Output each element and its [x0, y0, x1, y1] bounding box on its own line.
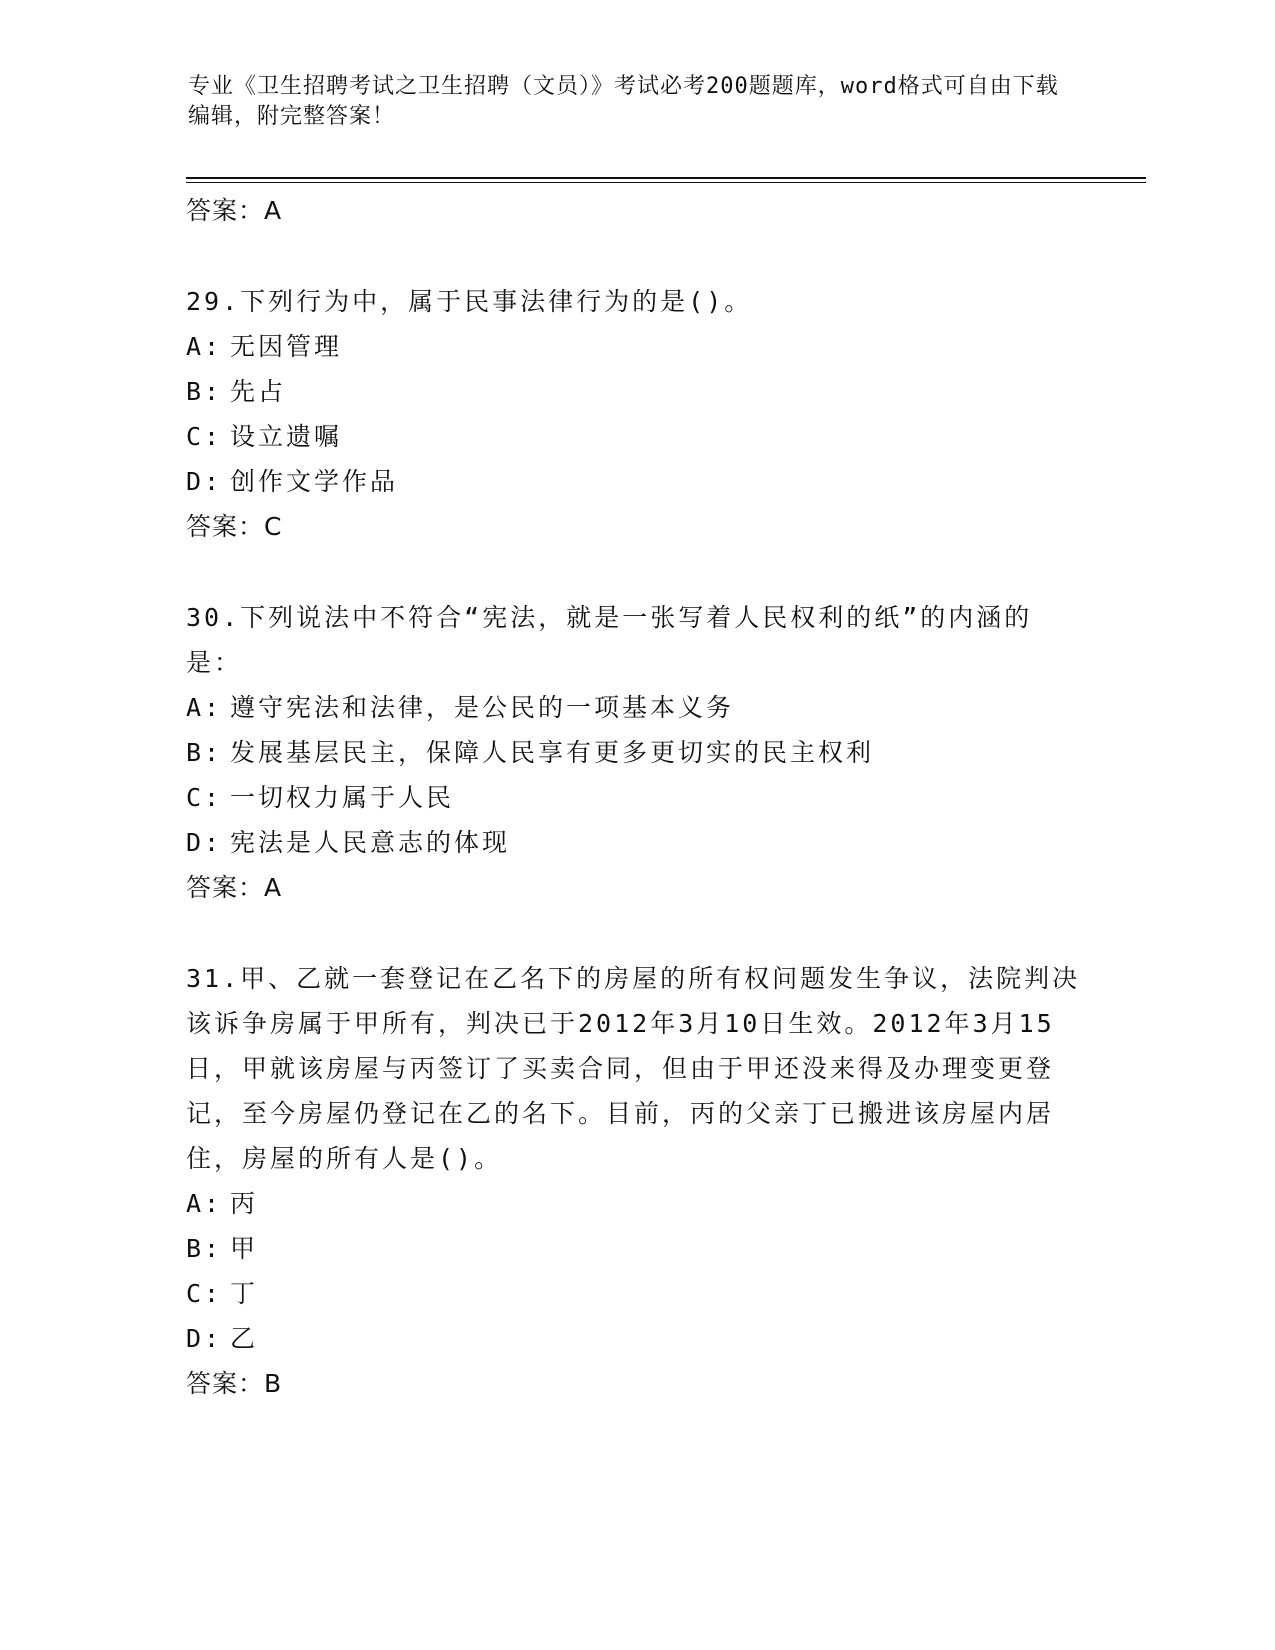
option-letter: C:: [186, 1279, 223, 1308]
option-b: [186, 369, 1086, 414]
option-letter: A:: [186, 332, 223, 361]
question-answer: [186, 865, 1086, 910]
option-text: 丙: [230, 1189, 259, 1218]
option-letter: D:: [186, 467, 223, 496]
option-d: [186, 459, 1086, 504]
option-letter: A:: [186, 693, 223, 722]
question-answer: [186, 1361, 1086, 1406]
option-letter: D:: [186, 828, 223, 857]
option-text: 丁: [230, 1279, 259, 1308]
question-block: [186, 279, 1086, 549]
option-text: 甲: [230, 1234, 259, 1263]
option-letter: B:: [186, 738, 223, 767]
question-stem: 29.下列行为中，属于民事法律行为的是()。: [186, 287, 753, 316]
question-block: [186, 595, 1086, 910]
answer-value: B: [264, 1369, 283, 1398]
answer-value: C: [264, 512, 283, 541]
answer-value: A: [264, 196, 283, 225]
option-d: [186, 820, 1086, 865]
option-text: 遵守宪法和法律，是公民的一项基本义务: [230, 693, 735, 722]
option-letter: A:: [186, 1189, 223, 1218]
question-stem: 31.甲、乙就一套登记在乙名下的房屋的所有权问题发生争议，法院判决该诉争房属于甲所有，判决已于2012年3月10日生效。2012年3月15日，甲就该房屋与丙签订了买卖合同，但由于甲还没来得及办理变更登记，至今房屋仍登记在乙的名下。目前，丙的父亲丁已搬进该房屋内居住，房屋的所有人是()。: [186, 964, 1081, 1173]
option-b: [186, 1226, 1086, 1271]
answer-label: 答案：: [186, 196, 265, 225]
option-c: [186, 1271, 1086, 1316]
option-a: [186, 685, 1086, 730]
option-text: 先占: [230, 377, 287, 406]
answer-label: 答案：: [186, 1369, 265, 1398]
option-letter: B:: [186, 1234, 223, 1263]
option-text: 宪法是人民意志的体现: [230, 828, 511, 857]
header-divider-thick: [186, 177, 1146, 179]
option-b: [186, 730, 1086, 775]
answer-label: 答案：: [186, 873, 265, 902]
document-intro: 专业《卫生招聘考试之卫生招聘（文员）》考试必考200题题库，word格式可自由下载编辑，附完整答案！: [188, 74, 1059, 129]
option-letter: B:: [186, 377, 223, 406]
option-text: 设立遗嘱: [230, 422, 343, 451]
option-a: [186, 324, 1086, 369]
option-d: [186, 1316, 1086, 1361]
option-text: 乙: [230, 1324, 259, 1353]
header-divider-thin: [186, 182, 1146, 183]
option-text: 一切权力属于人民: [230, 783, 455, 812]
option-letter: C:: [186, 422, 223, 451]
question-answer: [186, 504, 1086, 549]
option-c: [186, 414, 1086, 459]
question-block: [186, 956, 1086, 1406]
answer-value: A: [264, 873, 283, 902]
option-text: 无因管理: [230, 332, 343, 361]
answer-label: 答案：: [186, 512, 265, 541]
option-text: 发展基层民主，保障人民享有更多更切实的民主权利: [230, 738, 875, 767]
option-a: [186, 1181, 1086, 1226]
option-text: 创作文学作品: [230, 467, 399, 496]
previous-answer: [186, 188, 1086, 233]
option-letter: D:: [186, 1324, 223, 1353]
option-letter: C:: [186, 783, 223, 812]
option-c: [186, 775, 1086, 820]
question-list: [186, 188, 1086, 1406]
question-stem: 30.下列说法中不符合“宪法，就是一张写着人民权利的纸”的内涵的是：: [186, 603, 1033, 677]
